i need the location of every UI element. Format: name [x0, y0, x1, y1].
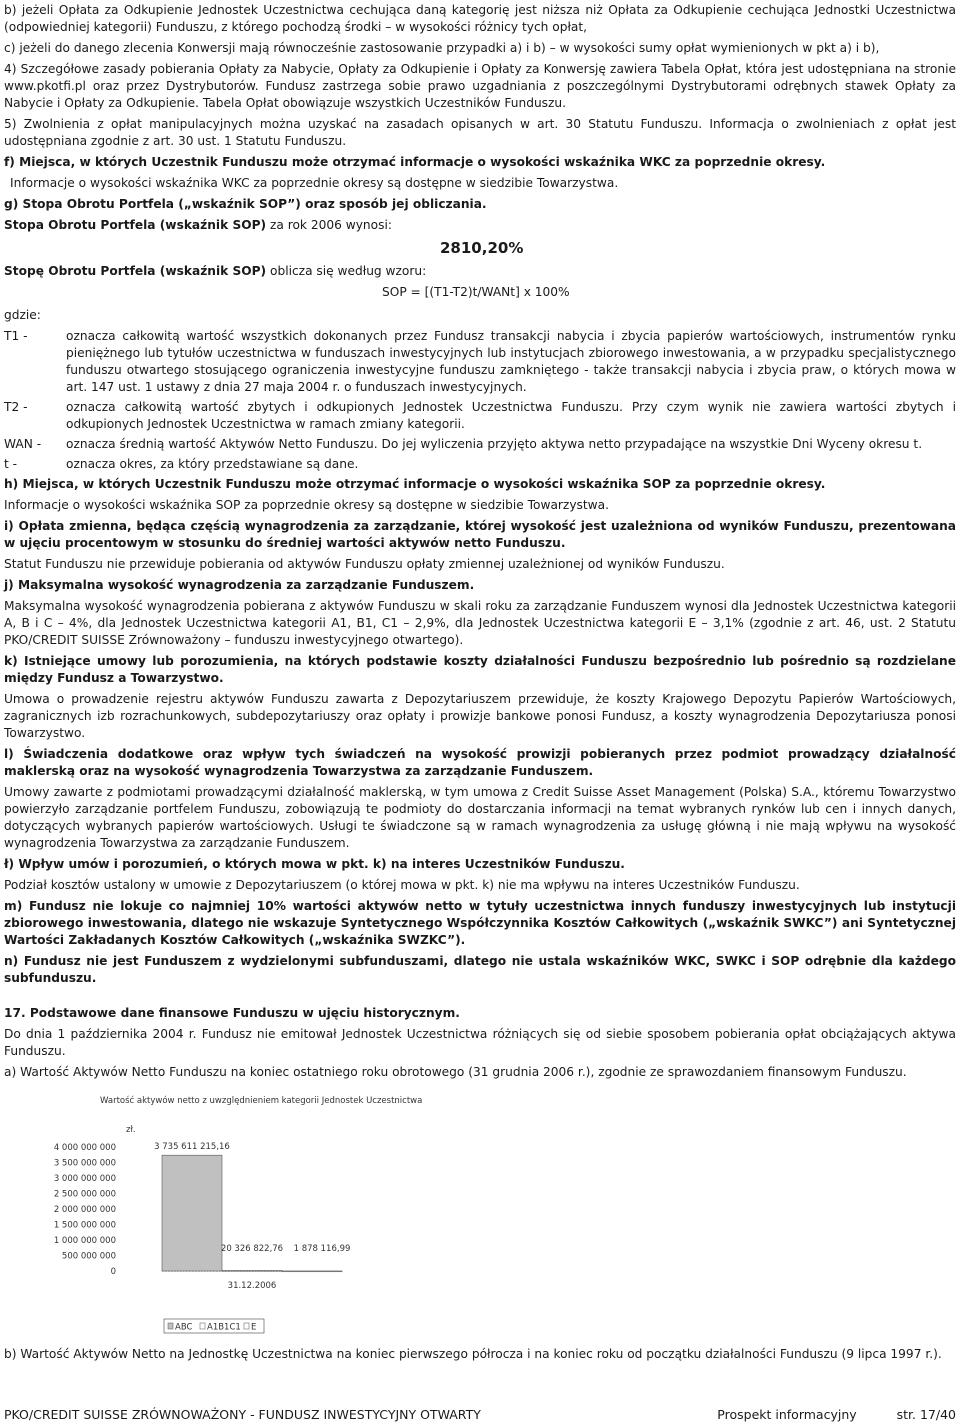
heading-j: j) Maksymalna wysokość wynagrodzenia za zarządzanie Funduszem. — [4, 578, 475, 592]
definition-desc: oznacza okres, za który przedstawiane są dane. — [66, 457, 359, 471]
nav-bar-chart — [4, 1091, 464, 1346]
definition-t — [4, 456, 956, 473]
definition-term: t - — [4, 457, 18, 471]
footer-doc-name: Prospekt informacyjny — [717, 1407, 857, 1422]
definition-desc: oznacza średnią wartość Aktywów Netto Funduszu. Do jej wyliczenia przyjęto aktywa netto przypadające na wszystkie Dni Wyceny okresu t. — [66, 437, 923, 451]
para-h: Informacje o wysokości wskaźnika SOP za poprzednie okresy są dostępne w siedzibie Towarzystwa. — [4, 498, 609, 512]
heading-l2: ł) Wpływ umów i porozumień, o których mowa w pkt. k) na interes Uczestników Funduszu. — [4, 857, 625, 871]
chart-unit-label: zł. — [126, 1125, 136, 1135]
para-i: Statut Funduszu nie przewiduje pobierania od aktywów Funduszu opłaty zmiennej uzależnionej od wyników Funduszu. — [4, 557, 725, 571]
para-b: b) jeżeli Opłata za Odkupienie Jednostek Uczestnictwa cechująca daną kategorię jest niższa niż Opłata za Odkupienie cechująca Jednostki Uczestnictwa (odpowiedniej kategorii) Funduszu, z którego pochodzą środki – w wysokości różnicy tych opłat, — [4, 3, 956, 34]
para-5: 5) Zwolnienia z opłat manipulacyjnych można uzyskać na zasadach opisanych w art. 30 Statutu Funduszu. Informacja o zwolnieniach z opłat jest udostępniana zgodnie z art. 30 ust. 1 Statutu Funduszu. — [4, 117, 956, 148]
legend-swatch-a1b1c1 — [200, 1323, 205, 1329]
gdzie-label: gdzie: — [4, 308, 41, 322]
para-g-rate — [4, 217, 956, 234]
definition-wan — [4, 436, 956, 453]
page-footer — [4, 1406, 956, 1426]
section-17-heading: 17. Podstawowe dane finansowe Funduszu w ujęciu historycznym. — [4, 1006, 460, 1020]
definition-t1 — [4, 328, 956, 396]
para-l: Umowy zawarte z podmiotami prowadzącymi działalność maklerską, w tym umowa z Credit Suisse Asset Management (Polska) S.A., któremu Towarzystwo powierzyło zarządzanie portfelem Funduszu, zobowiązują te podmioty do dostarczania informacji na temat wybranych rynków lub cen i innych danych, dotyczących wybranych papierów wartościowych. Usługi te świadczone są w ramach wynagrodzenia za usługę główną i nie mają wpływu na wysokość wynagrodzenia Towarzystwa za zarządzanie Funduszem. — [4, 785, 956, 850]
data-label-e: 1 878 116,99 — [293, 1244, 351, 1254]
y-tick-label: 1 500 000 000 — [53, 1220, 116, 1231]
para-k: Umowa o prowadzenie rejestru aktywów Funduszu zawarta z Depozytariuszem przewiduje, że koszty Krajowego Depozytu Papierów Wartościowych, zagranicznych izb rozrachunkowych, subdepozytariuszy oraz opłaty i prowizje bankowe ponosi Fundusz, a koszty wynagrodzenia Depozytariusza ponosi Towarzystwo. — [4, 692, 956, 740]
definition-desc: oznacza całkowitą wartość zbytych i odkupionych Jednostek Uczestnictwa Funduszu. Przy czym wynik nie zawiera wartości zbytych i odkupionych Jednostek Uczestnictwa w ramach zmiany kategorii. — [66, 400, 956, 431]
x-tick-label: 31.12.2006 — [227, 1281, 277, 1291]
sop-formula-label: Stopę Obrotu Portfela (wskaźnik SOP) — [4, 264, 267, 278]
para-g-formula — [4, 263, 956, 280]
y-tick-label: 3 500 000 000 — [53, 1158, 116, 1169]
bar-a1b1c1 — [222, 1270, 282, 1271]
sop-formula: SOP = [(T1-T2)t/WANt] x 100% — [382, 285, 570, 299]
heading-l: l) Świadczenia dodatkowe oraz wpływ tych świadczeń na wysokość prowizji pobieranych przez podmiot prowadzący działalność maklerską oraz na wysokość wynagrodzenia Towarzystwa za zarządzanie Funduszem. — [4, 747, 956, 778]
chart-title: Wartość aktywów netto z uwzględnieniem kategorii Jednostek Uczestnictwa — [100, 1096, 423, 1106]
heading-i: i) Opłata zmienna, będąca częścią wynagrodzenia za zarządzanie, której wysokość jest uzależniona od wyników Funduszu, prezentowana w ujęciu procentowym w stosunku do średniej wartości aktywów netto Funduszu. — [4, 519, 956, 550]
definition-desc: oznacza całkowitą wartość wszystkich dokonanych przez Fundusz transakcji nabycia i zbycia papierów wartościowych, instrumentów rynku pieniężnego lub tytułów uczestnictwa w funduszach inwestycyjnych lub instytucjach zbiorowego inwestowania, a w przypadku specjalistycznego funduszu otwartego stosującego ograniczenia inwestycyjne funduszu zamkniętego - także transakcji nabycia i zbycia praw, o których mowa w art. 147 ust. 1 ustawy z dnia 27 maja 2004 r. o funduszach inwestycyjnych. — [66, 329, 956, 394]
para-j: Maksymalna wysokość wynagrodzenia pobierana z aktywów Funduszu w skali roku za zarządzanie Funduszem wynosi dla Jednostek Uczestnictwa kategorii A, B i C – 4%, dla Jednostek Uczestnictwa kategorii A1, B1, C1 – 2,9%, dla Jednostek Uczestnictwa kategorii E – 3,1% (zgodnie z art. 46, ust. 2 Statutu PKO/CREDIT SUISSE Zrównoważony – funduszu inwestycyjnego otwartego). — [4, 599, 956, 647]
definition-t2 — [4, 399, 956, 433]
y-tick-label: 4 000 000 000 — [53, 1143, 116, 1153]
y-tick-label: 3 000 000 000 — [53, 1174, 116, 1184]
y-tick-label: 2 500 000 000 — [53, 1189, 116, 1200]
legend-swatch-abc — [168, 1323, 173, 1329]
bar-abc — [162, 1155, 222, 1271]
footer-fund-name: PKO/CREDIT SUISSE ZRÓWNOWAŻONY - FUNDUSZ INWESTYCYJNY OTWARTY — [4, 1407, 481, 1422]
heading-k: k) Istniejące umowy lub porozumienia, na których podstawie koszty działalności Funduszu bezpośrednio lub pośrednio są rozdzielane między Fundusz a Towarzystwo. — [4, 654, 956, 685]
legend-label-e: E — [251, 1322, 257, 1333]
definition-term: T2 - — [4, 400, 28, 414]
para-l2: Podział kosztów ustalony w umowie z Depozytariuszem (o której mowa w pkt. k) nie ma wpływu na interes Uczestników Funduszu. — [4, 878, 800, 892]
y-tick-label: 1 000 000 000 — [53, 1236, 116, 1246]
section-17-a: a) Wartość Aktywów Netto Funduszu na koniec ostatniego roku obrotowego (31 grudnia 2006 r.), zgodnie ze sprawozdaniem finansowym Funduszu. — [4, 1065, 907, 1079]
sop-formula-text: oblicza się według wzoru: — [266, 264, 427, 278]
section-17-b: b) Wartość Aktywów Netto na Jednostkę Uczestnictwa na koniec pierwszego półrocza i na koniec roku od początku działalności Funduszu (9 lipca 1997 r.). — [4, 1347, 942, 1361]
footer-right — [681, 1406, 956, 1426]
sop-value: 2810,20% — [440, 239, 524, 257]
heading-m: m) Fundusz nie lokuje co najmniej 10% wartości aktywów netto w tytuły uczestnictwa innych funduszy inwestycyjnych lub instytucji zbiorowego inwestowania, dlatego nie wskazuje Syntetycznego Współczynnika Kosztów Całkowitych („wskaźnik SWKC”) ani Syntetycznej Wartości Zakładanych Kosztów Całkowitych („wskaźnika SWZKC”). — [4, 899, 956, 947]
para-4: 4) Szczegółowe zasady pobierania Opłaty za Nabycie, Opłaty za Odkupienie i Opłaty za Konwersję zawiera Tabela Opłat, która jest udostępniana na stronie www.pkotfi.pl oraz przez Dystrybutorów. Fundusz zastrzega sobie prawo uzgadniania z poszczególnymi Dystrybutorami odrębnych stawek Opłaty za Nabycie i Opłaty za Odkupienie. Tabela Opłat obowiązuje wszystkich Uczestników Funduszu. — [4, 62, 956, 110]
y-tick-label: 0 — [110, 1267, 116, 1277]
heading-f: f) Miejsca, w których Uczestnik Funduszu może otrzymać informacje o wysokości wskaźnika WKC za poprzednie okresy. — [4, 155, 826, 169]
legend-label-a1b1c1: A1B1C1 — [207, 1322, 241, 1333]
data-label-abc: 3 735 611 215,16 — [154, 1142, 230, 1153]
heading-g: g) Stopa Obrotu Portfela („wskaźnik SOP”) oraz sposób jej obliczania. — [4, 197, 487, 211]
y-tick-label: 500 000 000 — [61, 1251, 116, 1262]
data-label-a1b1c1: 20 326 822,76 — [220, 1244, 284, 1254]
definitions-list — [4, 328, 956, 473]
chart-container — [4, 1091, 956, 1346]
y-tick-label: 2 000 000 000 — [53, 1205, 116, 1215]
section-17-intro: Do dnia 1 października 2004 r. Fundusz nie emitował Jednostek Uczestnictwa różniących się od siebie sposobem pobierania opłat obciążających aktywa Funduszu. — [4, 1027, 956, 1058]
heading-n: n) Fundusz nie jest Funduszem z wydzielonymi subfunduszami, dlatego nie ustala wskaźników WKC, SWKC i SOP odrębnie dla każdego subfunduszu. — [4, 954, 956, 985]
para-f: Informacje o wysokości wskaźnika WKC za poprzednie okresy są dostępne w siedzibie Towarzystwa. — [10, 176, 619, 190]
legend-swatch-e — [244, 1323, 249, 1329]
definition-term: T1 - — [4, 329, 28, 343]
sop-rate-text: za rok 2006 wynosi: — [266, 218, 392, 232]
legend-label-abc: ABC — [175, 1322, 193, 1333]
footer-page-number: str. 17/40 — [896, 1407, 956, 1422]
sop-label: Stopa Obrotu Portfela (wskaźnik SOP) — [4, 218, 267, 232]
para-c: c) jeżeli do danego zlecenia Konwersji mają równocześnie zastosowanie przypadki a) i b) – w wysokości sumy opłat wymienionych w pkt a) i b), — [4, 41, 880, 55]
heading-h: h) Miejsca, w których Uczestnik Funduszu może otrzymać informacje o wysokości wskaźnika SOP za poprzednie okresy. — [4, 477, 826, 491]
definition-term: WAN - — [4, 437, 42, 451]
